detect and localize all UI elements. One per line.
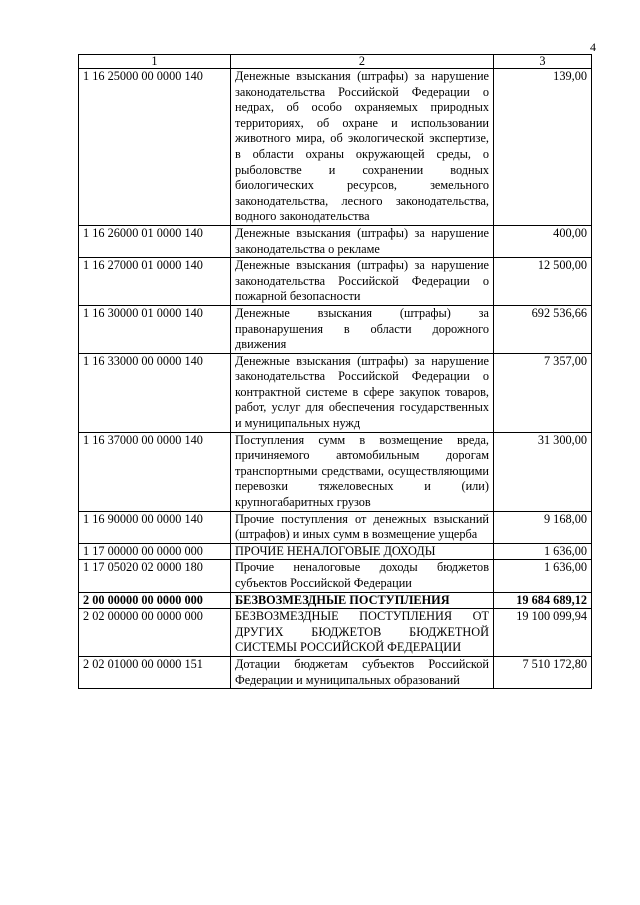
row-code-cell: 2 00 00000 00 0000 000 <box>79 592 231 609</box>
table-row <box>79 258 592 306</box>
row-code-cell: 1 16 37000 00 0000 140 <box>79 432 231 511</box>
row-name-cell: Денежные взыскания (штрафы) за нарушение законодательства Российской Федерации о недрах, об особо охраняемых природных территориях, об охране и использовании животного мира, об экологической экспертизе, в области охраны окружающей среды, о рыболовстве и сохранении водных биологических ресурсов, земельного законодательства, лесного законодательства, водного законодательства <box>231 69 494 226</box>
table-row <box>79 432 592 511</box>
row-amount-cell: 9 168,00 <box>494 511 592 543</box>
row-code-cell: 1 17 05020 02 0000 180 <box>79 560 231 592</box>
row-name-cell: Дотации бюджетам субъектов Российской Федерации и муниципальных образований <box>231 656 494 688</box>
column-header-amount: 3 <box>494 55 592 69</box>
row-code-cell: 1 16 26000 01 0000 140 <box>79 225 231 257</box>
column-header-name: 2 <box>231 55 494 69</box>
row-name-cell: Денежные взыскания (штрафы) за нарушение законодательства о рекламе <box>231 225 494 257</box>
row-name-cell: Денежные взыскания (штрафы) за правонарушения в области дорожного движения <box>231 305 494 353</box>
row-code-cell: 1 16 30000 01 0000 140 <box>79 305 231 353</box>
table-row <box>79 511 592 543</box>
table-body <box>79 69 592 689</box>
row-amount-cell: 12 500,00 <box>494 258 592 306</box>
table-row <box>79 656 592 688</box>
row-code-cell: 2 02 01000 00 0000 151 <box>79 656 231 688</box>
table-row <box>79 543 592 560</box>
row-code-cell: 1 17 00000 00 0000 000 <box>79 543 231 560</box>
column-header-code: 1 <box>79 55 231 69</box>
row-amount-cell: 19 100 099,94 <box>494 609 592 657</box>
page-number: 4 <box>590 40 596 54</box>
row-name-cell: Денежные взыскания (штрафы) за нарушение законодательства Российской Федерации о пожарной безопасности <box>231 258 494 306</box>
row-amount-cell: 7 357,00 <box>494 353 592 432</box>
table-row <box>79 225 592 257</box>
table-row <box>79 609 592 657</box>
row-amount-cell: 400,00 <box>494 225 592 257</box>
row-amount-cell: 1 636,00 <box>494 543 592 560</box>
table-row <box>79 353 592 432</box>
row-amount-cell: 1 636,00 <box>494 560 592 592</box>
row-amount-cell: 7 510 172,80 <box>494 656 592 688</box>
row-amount-cell: 692 536,66 <box>494 305 592 353</box>
row-code-cell: 1 16 25000 00 0000 140 <box>79 69 231 226</box>
row-amount-cell: 31 300,00 <box>494 432 592 511</box>
table-header-row <box>79 55 592 69</box>
row-name-cell: БЕЗВОЗМЕЗДНЫЕ ПОСТУПЛЕНИЯ ОТ ДРУГИХ БЮДЖЕТОВ БЮДЖЕТНОЙ СИСТЕМЫ РОССИЙСКОЙ ФЕДЕРАЦИИ <box>231 609 494 657</box>
row-name-cell: Поступления сумм в возмещение вреда, причиняемого автомобильным дорогам транспортными средствами, осуществляющими перевозки тяжеловесных и (или) крупногабаритных грузов <box>231 432 494 511</box>
table-row <box>79 592 592 609</box>
row-code-cell: 1 16 27000 01 0000 140 <box>79 258 231 306</box>
table-row <box>79 305 592 353</box>
row-name-cell: Прочие неналоговые доходы бюджетов субъектов Российской Федерации <box>231 560 494 592</box>
revenue-table <box>78 54 592 689</box>
table-row <box>79 560 592 592</box>
row-name-cell: Денежные взыскания (штрафы) за нарушение законодательства Российской Федерации о контрактной системе в сфере закупок товаров, работ, услуг для обеспечения государственных и муниципальных нужд <box>231 353 494 432</box>
row-code-cell: 1 16 90000 00 0000 140 <box>79 511 231 543</box>
row-code-cell: 2 02 00000 00 0000 000 <box>79 609 231 657</box>
row-code-cell: 1 16 33000 00 0000 140 <box>79 353 231 432</box>
row-name-cell: БЕЗВОЗМЕЗДНЫЕ ПОСТУПЛЕНИЯ <box>231 592 494 609</box>
row-name-cell: ПРОЧИЕ НЕНАЛОГОВЫЕ ДОХОДЫ <box>231 543 494 560</box>
row-name-cell: Прочие поступления от денежных взысканий (штрафов) и иных сумм в возмещение ущерба <box>231 511 494 543</box>
table-row <box>79 69 592 226</box>
row-amount-cell: 139,00 <box>494 69 592 226</box>
row-amount-cell: 19 684 689,12 <box>494 592 592 609</box>
